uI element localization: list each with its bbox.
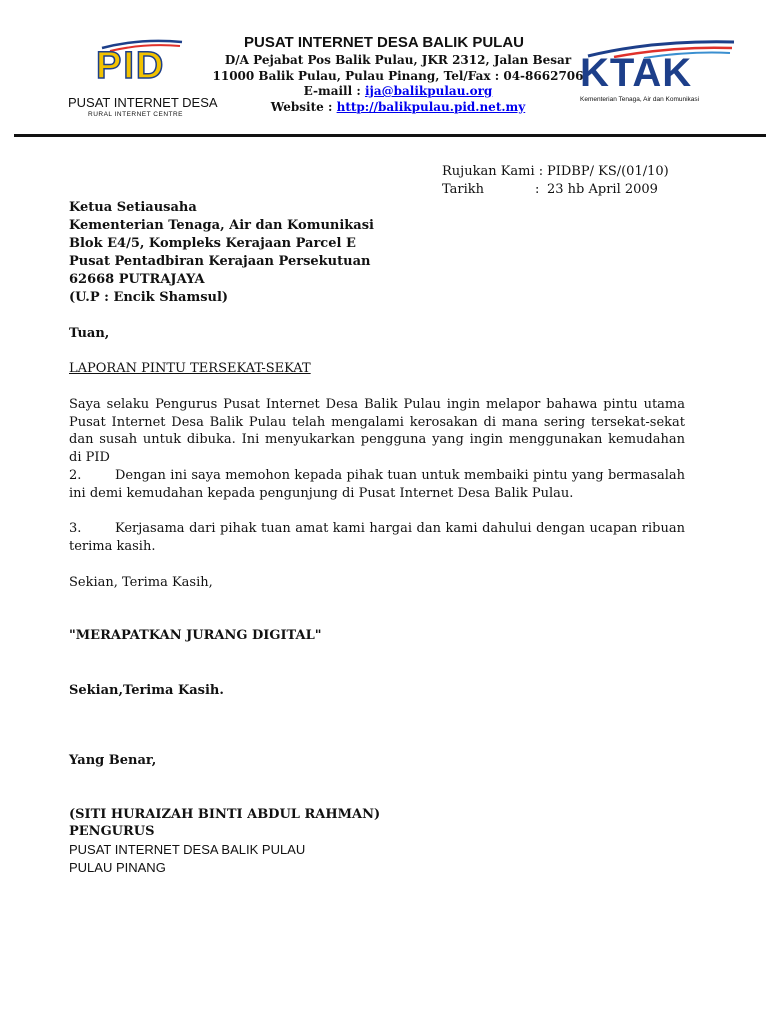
recipient-line: Blok E4/5, Kompleks Kerajaan Parcel E: [69, 236, 356, 251]
subject-heading: LAPORAN PINTU TERSEKAT-SEKAT: [69, 361, 311, 376]
email-label: E-maill :: [303, 84, 365, 98]
closing-thanks: Sekian, Terima Kasih,: [69, 575, 213, 590]
website-label: Website :: [270, 99, 337, 114]
ref-value: PIDBP/ KS/(01/10): [547, 164, 669, 179]
ktak-logo: KTAK: [580, 51, 693, 95]
recipient-line: 62668 PUTRAJAYA: [69, 272, 205, 287]
ref-label: Rujukan Kami :: [442, 164, 544, 179]
paragraph-number: 3.: [69, 521, 82, 536]
date-value: 23 hb April 2009: [547, 182, 658, 197]
paragraph-2: [69, 467, 685, 502]
pid-logo-subtitle: RURAL INTERNET CENTRE: [88, 111, 184, 118]
paragraph-number: 2.: [69, 468, 82, 483]
signatory-org: PUSAT INTERNET DESA BALIK PULAU: [69, 842, 306, 857]
salutation: Tuan,: [69, 326, 110, 341]
recipient-line: Ketua Setiausaha: [69, 200, 197, 215]
paragraph-3: [69, 520, 685, 555]
recipient-line: (U.P : Encik Shamsul): [69, 290, 229, 305]
signatory-place: PULAU PINANG: [69, 860, 166, 875]
ktak-logo-subtitle: Kementerian Tenaga, Air dan Komunikasi: [580, 96, 700, 103]
signatory-name: (SITI HURAIZAH BINTI ABDUL RAHMAN): [69, 807, 381, 822]
email-link[interactable]: ija@balikpulau.org: [364, 84, 493, 98]
recipient-line: Pusat Pentadbiran Kerajaan Persekutuan: [69, 254, 371, 269]
header-divider: [14, 134, 766, 137]
paragraph-3-text: Kerjasama dari pihak tuan amat kami hargai dan kami dahului dengan ucapan ribuan terima kasih.: [69, 521, 685, 554]
paragraph-2-text: Dengan ini saya memohon kepada pihak tuan untuk membaiki pintu yang bermasalah ini demi kemudahan kepada pengunjung di Pusat Internet Desa Balik Pulau.: [69, 468, 685, 501]
paragraph-1: Saya selaku Pengurus Pusat Internet Desa Balik Pulau ingin melapor bahawa pintu utama Pusat Internet Desa Balik Pulau telah mengalami kerosakan di mana sering tersekat-sekat dan susah untuk dibuka. Ini menyukarkan pengguna yang ingin menggunakan kemudahan di PID: [69, 397, 685, 465]
yang-benar: Yang Benar,: [69, 753, 157, 768]
org-title: PUSAT INTERNET DESA BALIK PULAU: [243, 34, 524, 51]
pid-logo: PID: [96, 45, 166, 87]
pid-logo-name: PUSAT INTERNET DESA: [68, 95, 218, 110]
address-line-1: D/A Pejabat Pos Balik Pulau, JKR 2312, Jalan Besar: [224, 53, 572, 67]
closing-thanks-2: Sekian,Terima Kasih.: [69, 683, 224, 698]
date-label: Tarikh: [442, 182, 485, 197]
motto: "MERAPATKAN JURANG DIGITAL": [69, 628, 322, 643]
recipient-line: Kementerian Tenaga, Air dan Komunikasi: [69, 218, 374, 233]
address-line-2: 11000 Balik Pulau, Pulau Pinang, Tel/Fax : 04-8662706: [212, 68, 584, 83]
website-link[interactable]: http://balikpulau.pid.net.my: [336, 99, 526, 114]
date-colon: :: [535, 182, 540, 197]
signatory-title: PENGURUS: [69, 824, 155, 839]
